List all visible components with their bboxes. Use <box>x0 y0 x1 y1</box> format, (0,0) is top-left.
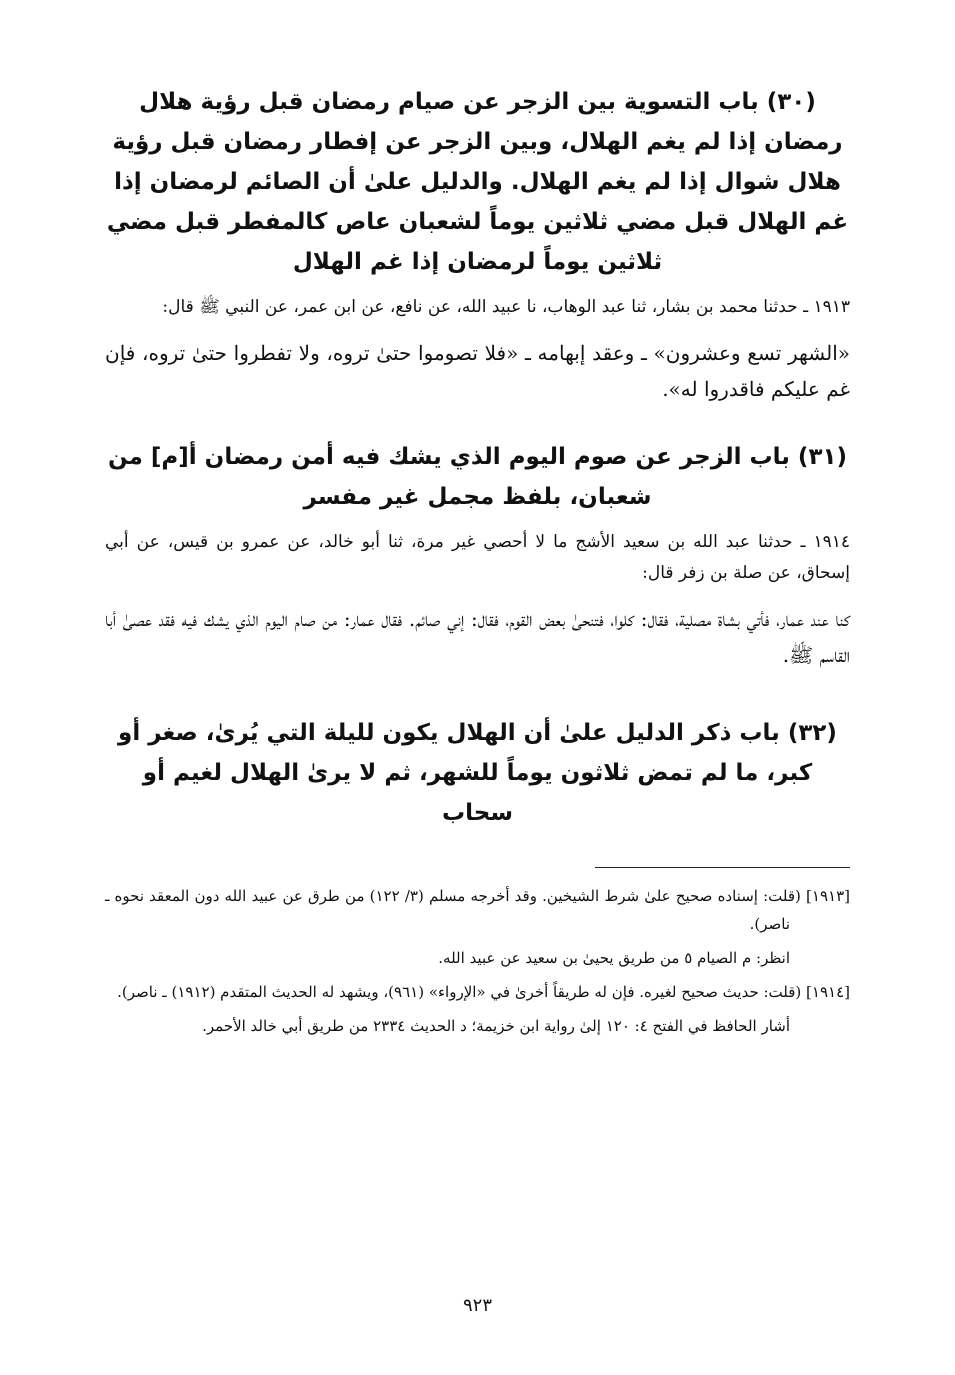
footnote-ref: [١٩١٤] <box>806 983 850 1001</box>
footnote-1913-note: انظر: م الصيام ٥ من طريق يحيىٰ بن سعيد عن عبيد الله. <box>438 949 790 967</box>
footnote-1914 <box>105 978 850 1006</box>
page-number: ٩٢٣ <box>462 1295 492 1316</box>
footnote-1913 <box>105 882 850 938</box>
chapter-heading-30: (٣٠) باب التسوية بين الزجر عن صيام رمضان قبل رؤية هلال رمضان إذا لم يغم الهلال، وبين الزجر عن إفطار رمضان قبل رؤية هلال شوال إذا لم يغم الهلال. والدليل علىٰ أن الصائم لرمضان إذا غم الهلال قبل مضي ثلاثين يوماً لشعبان عاص كالمفطر قبل مضي ثلاثين يوماً لرمضان إذا غم الهلال <box>106 89 849 275</box>
page-body <box>105 78 850 1046</box>
footnote-1914-note: أشار الحافظ في الفتح ٤: ١٢٠ إلىٰ رواية ابن خزيمة؛ د الحديث ٢٣٣٤ من طريق أبي خالد الأحمر. <box>202 1017 790 1035</box>
footnote-ref: [١٩١٣] <box>806 887 850 905</box>
footnote-divider <box>595 867 850 868</box>
footnote-text: (قلت: إسناده صحيح علىٰ شرط الشيخين. وقد أخرجه مسلم (٣/ ١٢٢) من طرق عن عبيد الله دون المعقد نحوه ـ ناصر). <box>105 887 801 933</box>
chapter-heading-31: (٣١) باب الزجر عن صوم اليوم الذي يشك فيه أمن رمضان أ[م] من شعبان، بلفظ مجمل غير مفسر <box>107 444 848 510</box>
hadith-1914-matn: كنا عند عمار، فأتي بشاة مصلية، فقال: كلوا، فتنحىٰ بعض القوم، فقال: إني صائم. فقال عمار: من صام اليوم الذي يشك فيه فقد عصىٰ أبا القاسم ﷺ. <box>105 607 850 667</box>
footnote-text: (قلت: حديث صحيح لغيره. فإن له طريقاً أخرىٰ في «الإرواء» (٩٦١)، ويشهد له الحديث المتقدم (١٩١٢) ـ ناصر). <box>117 983 802 1001</box>
hadith-1913-matn: «الشهر تسع وعشرون» ـ وعقد إبهامه ـ «فلا تصوموا حتىٰ تروه، ولا تفطروا حتىٰ تروه، فإن غم عليكم فاقدروا له». <box>105 341 850 401</box>
hadith-1913-isnad: ١٩١٣ ـ حدثنا محمد بن بشار، ثنا عبد الوهاب، نا عبيد الله، عن نافع، عن ابن عمر، عن النبي ﷺ قال: <box>162 297 850 317</box>
footnotes <box>105 882 850 1040</box>
chapter-heading-32: (٣٢) باب ذكر الدليل علىٰ أن الهلال يكون لليلة التي يُرىٰ، صغر أو كبر، ما لم تمض ثلاثون يوماً للشهر، ثم لا يرىٰ الهلال لغيم أو سحاب <box>118 720 837 826</box>
hadith-1914-isnad: ١٩١٤ ـ حدثنا عبد الله بن سعيد الأشج ما لا أحصي غير مرة، ثنا أبو خالد، عن عمرو بن قيس، عن أبي إسحاق، عن صلة بن زفر قال: <box>105 532 850 583</box>
